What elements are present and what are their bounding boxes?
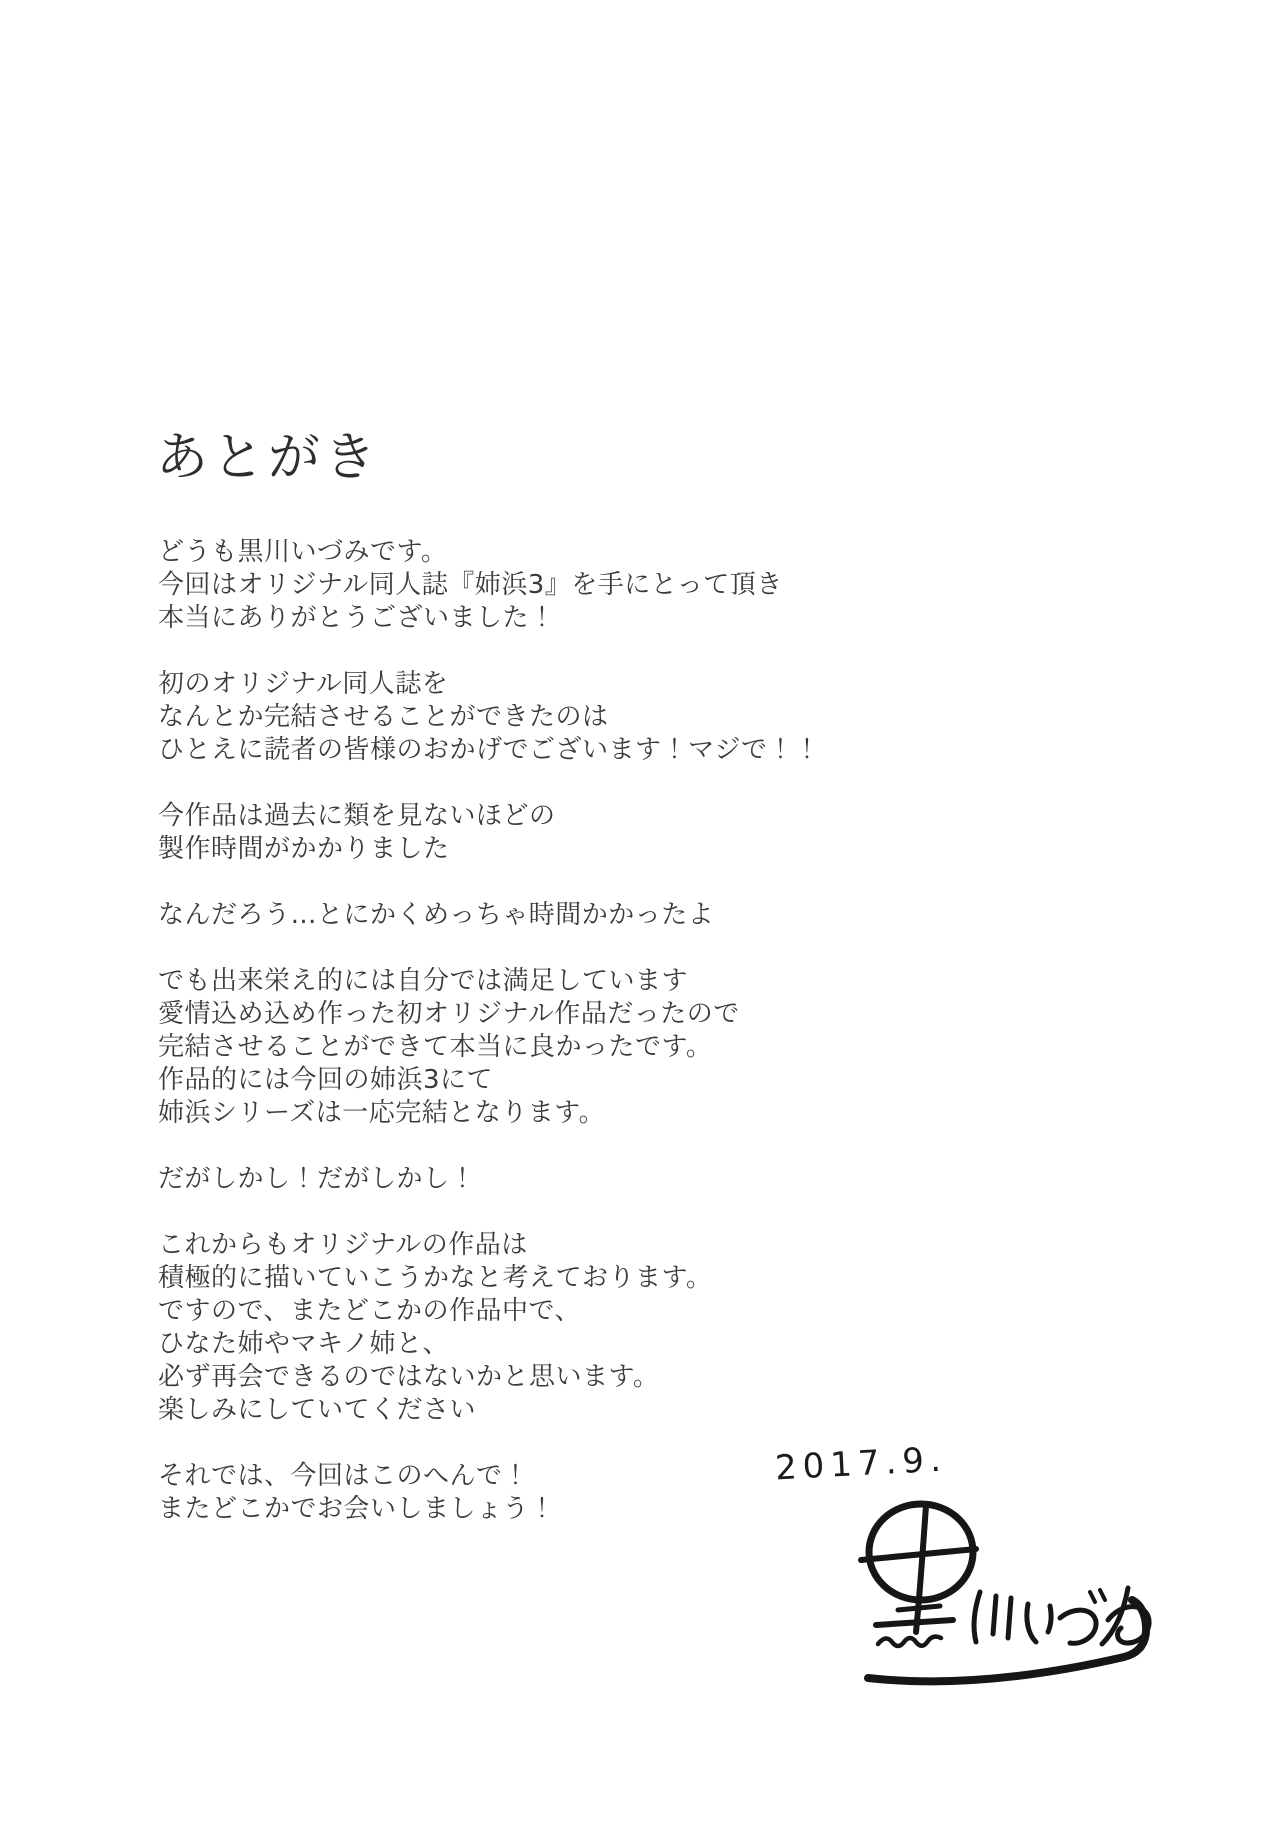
handwritten-date: 2017.9. (774, 1439, 948, 1489)
text-line: 作品的には今回の姉浜3にて (158, 1065, 494, 1095)
text-line: どうも黒川いづみです。 (158, 537, 448, 567)
text-line: またどこかでお会いしましょう！ (158, 1494, 556, 1524)
paragraph-greeting (158, 536, 918, 635)
text-line: 姉浜シリーズは一応完結となります。 (158, 1098, 606, 1128)
text-line: 今回はオリジナル同人誌『姉浜3』を手にとって頂き (158, 570, 783, 600)
text-line: ひなた姉やマキノ姉と、 (158, 1329, 449, 1359)
text-line: 必ず再会できるのではないかと思います。 (158, 1362, 660, 1392)
text-line: 楽しみにしていてください (158, 1395, 477, 1425)
text-line: でも出来栄え的には自分では満足しています (158, 966, 689, 996)
text-line: ですので、またどこかの作品中で、 (158, 1296, 581, 1326)
text-line: なんだろう…とにかくめっちゃ時間かかったよ (158, 900, 715, 930)
text-line: 初のオリジナル同人誌を (158, 669, 449, 699)
signature-icon (728, 1492, 1168, 1702)
text-line: 積極的に描いていこうかなと考えております。 (158, 1263, 713, 1293)
author-signature (728, 1492, 1168, 1702)
paragraph-however (158, 1163, 918, 1196)
text-line: 愛情込め込め作った初オリジナル作品だったので (158, 999, 740, 1029)
text-line: だがしかし！だがしかし！ (158, 1164, 477, 1194)
paragraph-thanks (158, 668, 918, 767)
paragraph-future-plans (158, 1229, 918, 1427)
text-line: ひとえに読者の皆様のおかげでございます！マジで！！ (158, 735, 821, 765)
text-line: これからもオリジナルの作品は (158, 1230, 528, 1260)
paragraph-aside (158, 899, 918, 932)
paragraph-satisfaction (158, 965, 918, 1130)
paragraph-production-time (158, 800, 918, 866)
afterword-body (158, 536, 918, 1526)
text-line: 本当にありがとうございました！ (158, 603, 556, 633)
page-title: あとがき (156, 428, 381, 488)
text-line: 今作品は過去に類を見ないほどの (158, 801, 556, 831)
text-line: なんとか完結させることができたのは (158, 702, 609, 732)
text-line: それでは、今回はこのへんで！ (158, 1461, 530, 1491)
text-line: 製作時間がかかりました (158, 834, 450, 864)
text-line: 完結させることができて本当に良かったです。 (158, 1032, 713, 1062)
